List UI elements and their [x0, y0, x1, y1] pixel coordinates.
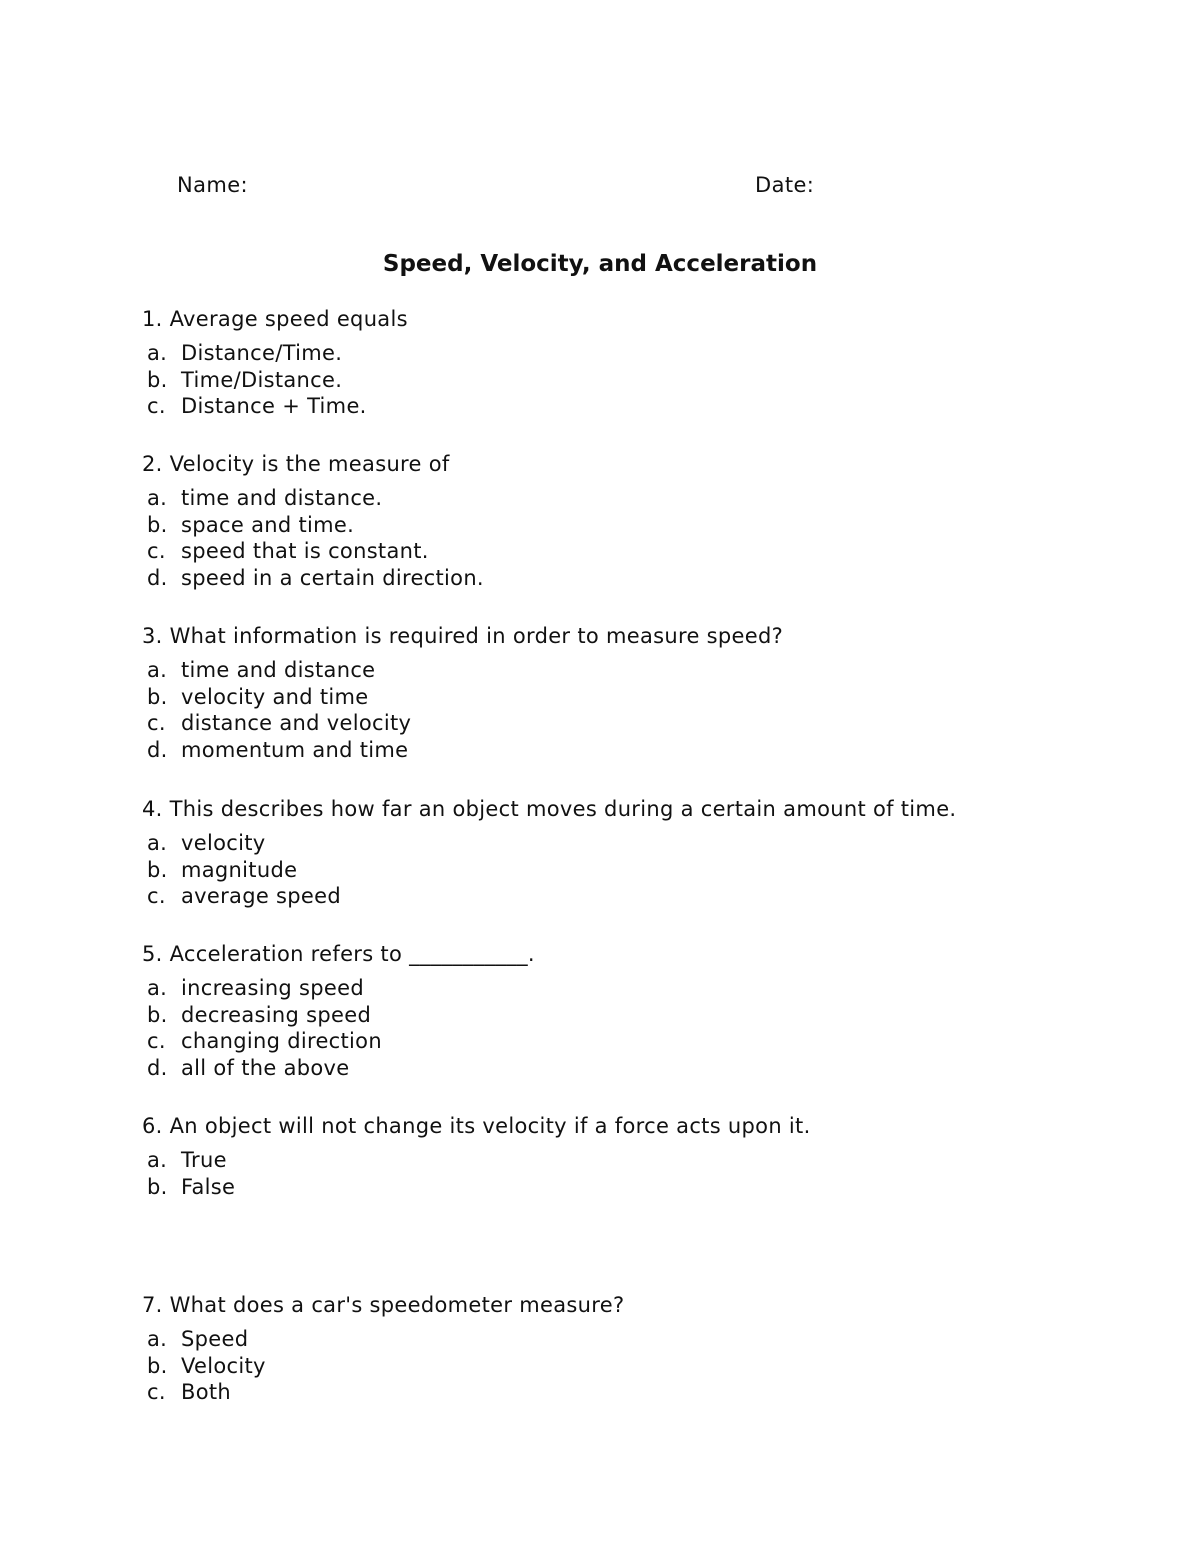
option-text: Speed [181, 1327, 249, 1351]
option-text: magnitude [181, 857, 298, 882]
answer-options [142, 830, 1142, 910]
option-letter: a. [147, 976, 168, 1000]
option-letter: b. [147, 367, 168, 392]
option-text: velocity [181, 831, 266, 855]
option-letter: d. [147, 737, 168, 762]
option-text: time and distance. [181, 486, 383, 510]
option-text: Time/Distance. [181, 367, 343, 392]
option-letter: c. [147, 1380, 166, 1404]
question-4 [142, 796, 1142, 910]
question-text: 5. Acceleration refers to ___________. [142, 942, 535, 966]
option-letter: c. [147, 1029, 166, 1053]
option-text: Velocity [181, 1353, 266, 1378]
name-label: Name: [177, 173, 249, 197]
question-7 [142, 1292, 1142, 1406]
answer-option [142, 538, 1142, 565]
option-text: increasing speed [181, 976, 364, 1000]
option-text: space and time. [181, 512, 355, 537]
option-letter: c. [147, 539, 166, 563]
answer-option [142, 1002, 1142, 1029]
answer-options [142, 340, 1142, 420]
worksheet-title: Speed, Velocity, and Acceleration [382, 251, 818, 277]
option-letter: c. [147, 394, 166, 418]
option-text: speed that is constant. [181, 539, 429, 563]
option-text: Distance + Time. [181, 394, 367, 418]
option-text: distance and velocity [181, 711, 412, 735]
answer-option [142, 737, 1142, 764]
option-text: Both [181, 1380, 231, 1404]
answer-option [142, 883, 1142, 910]
option-text: average speed [181, 884, 341, 908]
option-letter: d. [147, 1055, 168, 1080]
option-letter: a. [147, 658, 168, 682]
option-text: Distance/Time. [181, 341, 343, 365]
option-letter: d. [147, 565, 168, 590]
option-text: False [181, 1174, 236, 1199]
answer-options [142, 975, 1142, 1081]
option-letter: b. [147, 1174, 168, 1199]
answer-option [142, 485, 1142, 512]
answer-option [142, 684, 1142, 711]
option-letter: a. [147, 1327, 168, 1351]
option-text: time and distance [181, 658, 376, 682]
option-letter: c. [147, 711, 166, 735]
answer-option [142, 975, 1142, 1002]
option-text: changing direction [181, 1029, 382, 1053]
option-text: decreasing speed [181, 1002, 372, 1027]
option-letter: a. [147, 1148, 168, 1172]
question-text: 2. Velocity is the measure of [142, 452, 450, 476]
question-text: 1. Average speed equals [142, 307, 408, 331]
question-1 [142, 306, 1142, 420]
answer-option [142, 1379, 1142, 1406]
answer-option [142, 710, 1142, 737]
answer-option [142, 393, 1142, 420]
answer-option [142, 367, 1142, 394]
answer-option [142, 657, 1142, 684]
option-letter: b. [147, 684, 168, 709]
answer-option [142, 565, 1142, 592]
answer-option [142, 340, 1142, 367]
option-letter: b. [147, 857, 168, 882]
answer-option [142, 1147, 1142, 1174]
answer-options [142, 1326, 1142, 1406]
answer-option [142, 1353, 1142, 1380]
answer-option [142, 1055, 1142, 1082]
option-text: speed in a certain direction. [181, 565, 484, 590]
question-5 [142, 941, 1142, 1081]
answer-options [142, 1147, 1142, 1200]
option-letter: b. [147, 1002, 168, 1027]
answer-option [142, 1028, 1142, 1055]
answer-option [142, 512, 1142, 539]
option-text: True [181, 1148, 227, 1172]
question-6 [142, 1113, 1142, 1200]
option-letter: a. [147, 341, 168, 365]
option-letter: c. [147, 884, 166, 908]
option-text: momentum and time [181, 737, 409, 762]
option-letter: b. [147, 1353, 168, 1378]
option-text: all of the above [181, 1055, 350, 1080]
answer-option [142, 1174, 1142, 1201]
question-3 [142, 623, 1142, 763]
option-text: velocity and time [181, 684, 369, 709]
question-text: 3. What information is required in order to measure speed? [142, 624, 784, 648]
date-label: Date: [755, 173, 815, 197]
question-text: 7. What does a car's speedometer measure? [142, 1293, 625, 1317]
answer-option [142, 830, 1142, 857]
answer-option [142, 1326, 1142, 1353]
question-text: 6. An object will not change its velocity if a force acts upon it. [142, 1114, 811, 1138]
answer-options [142, 657, 1142, 763]
option-letter: a. [147, 831, 168, 855]
answer-option [142, 857, 1142, 884]
answer-options [142, 485, 1142, 591]
option-letter: b. [147, 512, 168, 537]
question-2 [142, 451, 1142, 591]
option-letter: a. [147, 486, 168, 510]
question-text: 4. This describes how far an object moves during a certain amount of time. [142, 797, 957, 821]
